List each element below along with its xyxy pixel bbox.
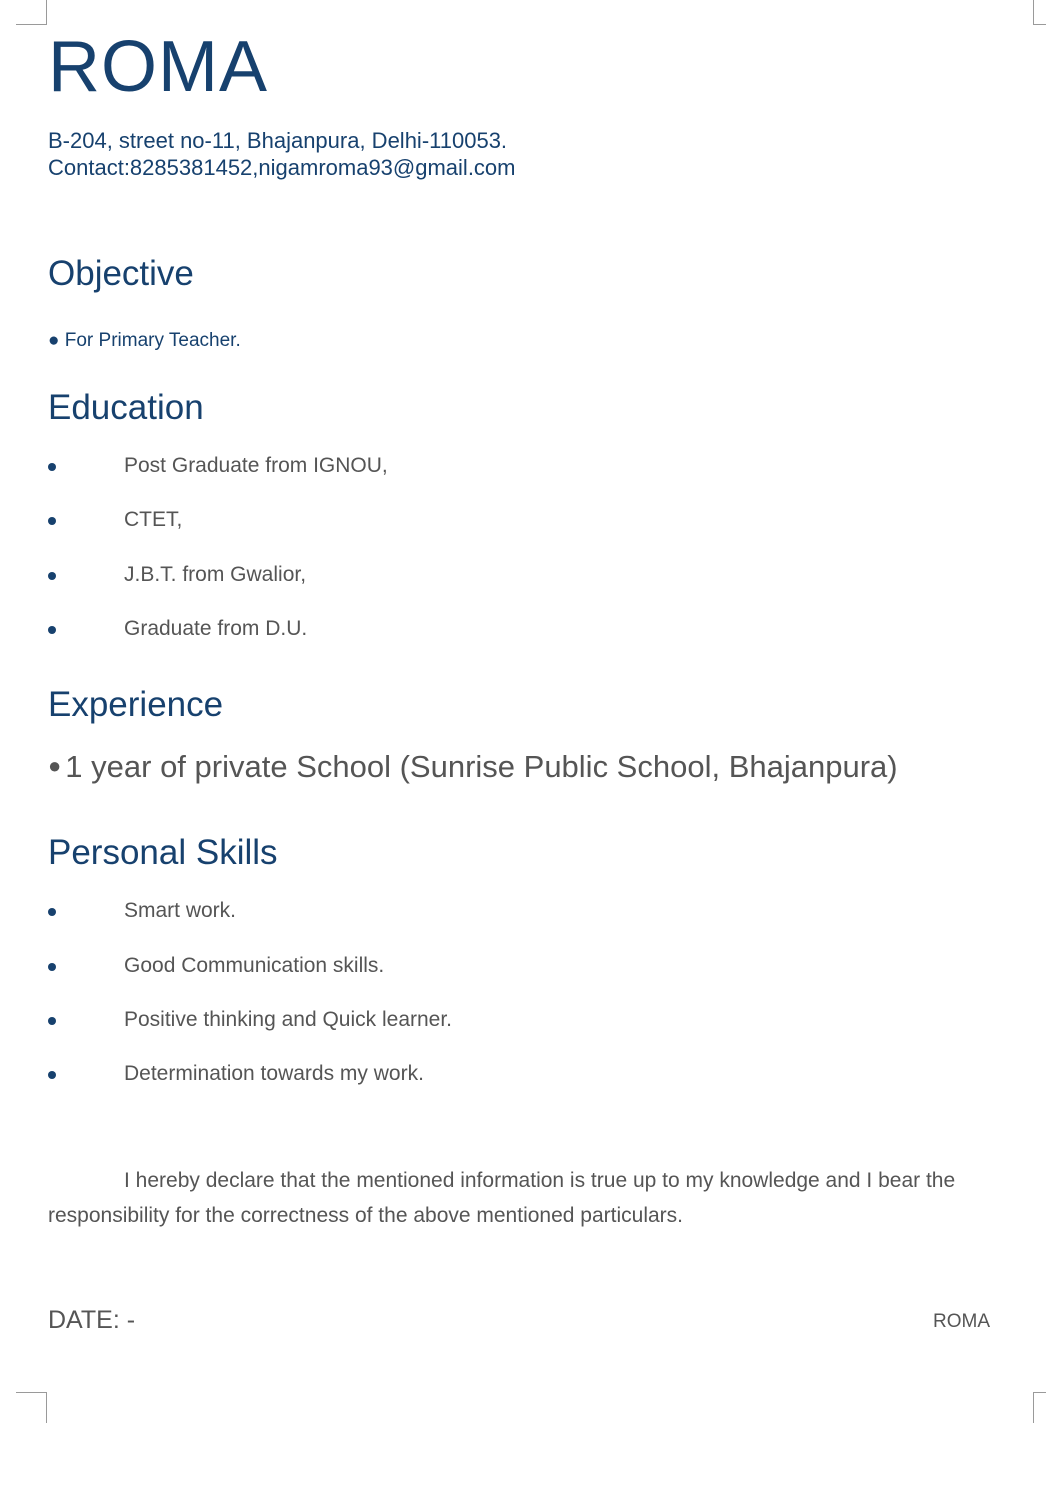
address-line: B-204, street no-11, Bhajanpura, Delhi-110053. bbox=[48, 128, 508, 153]
candidate-name: ROMA bbox=[48, 27, 268, 107]
education-heading: Education bbox=[48, 388, 204, 427]
skill-item: Positive thinking and Quick learner. bbox=[124, 1008, 453, 1031]
bullet-icon bbox=[48, 1071, 56, 1079]
crop-mark-top-right bbox=[1033, 0, 1046, 25]
crop-mark-bottom-left bbox=[16, 1392, 47, 1423]
skill-item: Good Communication skills. bbox=[124, 954, 385, 977]
bullet-icon bbox=[48, 908, 56, 916]
experience-item bbox=[48, 746, 898, 787]
skill-item: Determination towards my work. bbox=[124, 1062, 424, 1085]
bullet-icon bbox=[48, 626, 56, 634]
declaration-paragraph: I hereby declare that the mentioned information is true up to my knowledge and I bear the responsibility for the correctness of the above mentioned particulars. bbox=[48, 1169, 956, 1227]
personal-skills-heading: Personal Skills bbox=[48, 833, 278, 872]
objective-item: ● For Primary Teacher. bbox=[48, 330, 241, 351]
bullet-icon bbox=[48, 517, 56, 525]
education-item: CTET, bbox=[124, 508, 183, 531]
education-item: J.B.T. from Gwalior, bbox=[124, 563, 307, 586]
objective-heading: Objective bbox=[48, 254, 194, 293]
skill-item: Smart work. bbox=[124, 899, 237, 922]
bullet-icon bbox=[48, 463, 56, 471]
bullet-icon bbox=[48, 963, 56, 971]
education-item: Graduate from D.U. bbox=[124, 617, 308, 640]
date-label: DATE: - bbox=[48, 1306, 136, 1334]
crop-mark-top-left bbox=[16, 0, 47, 25]
crop-mark-bottom-right bbox=[1033, 1392, 1046, 1423]
signature-name: ROMA bbox=[933, 1311, 990, 1332]
bullet-icon: ● bbox=[48, 753, 62, 778]
contact-line: Contact:8285381452,nigamroma93@gmail.com bbox=[48, 155, 516, 180]
experience-heading: Experience bbox=[48, 685, 224, 724]
education-item: Post Graduate from IGNOU, bbox=[124, 454, 388, 477]
bullet-icon bbox=[48, 1017, 56, 1025]
experience-text: 1 year of private School (Sunrise Public School, Bhajanpura) bbox=[65, 749, 898, 784]
bullet-icon bbox=[48, 572, 56, 580]
